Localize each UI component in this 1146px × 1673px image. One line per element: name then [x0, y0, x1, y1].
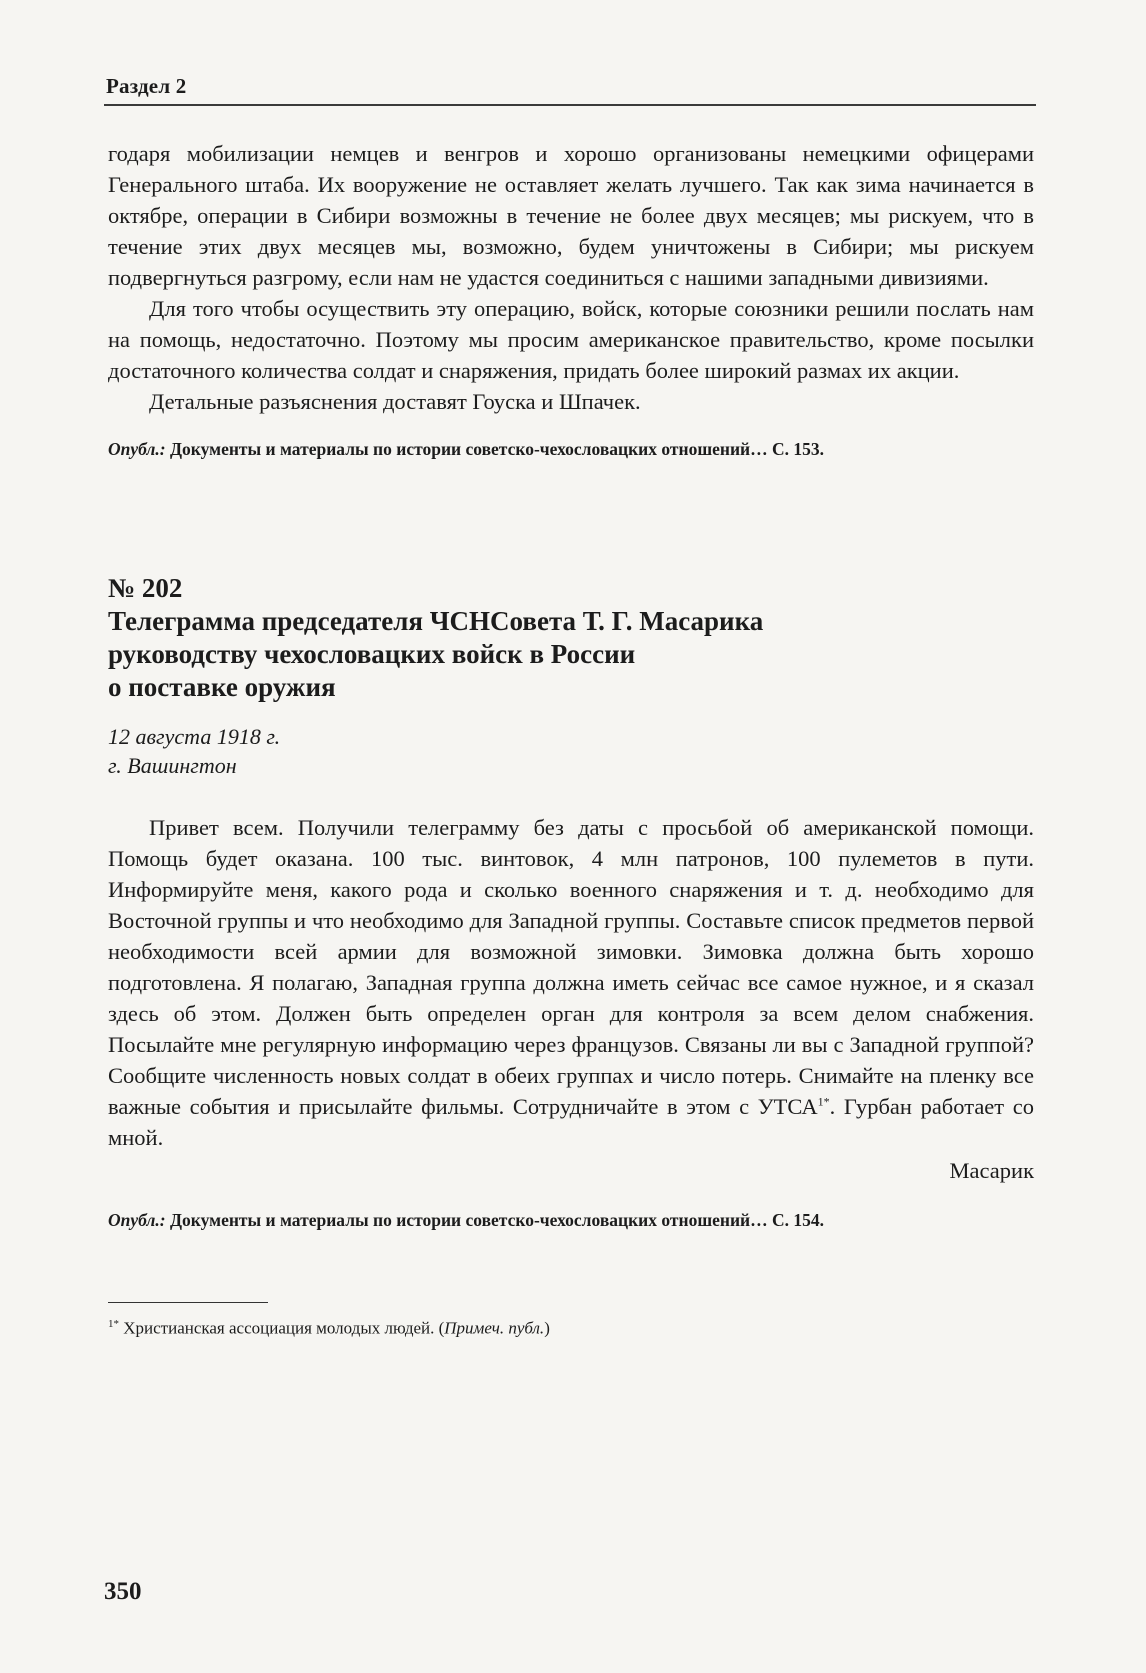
document-heading: [108, 572, 1034, 704]
source-note: [108, 437, 1034, 461]
footnote-ref: 1*: [817, 1094, 830, 1109]
telegram-text: [108, 812, 1034, 1153]
document-body: [108, 812, 1034, 1232]
footnote-close: ): [544, 1318, 550, 1338]
document-title-line: Телеграмма председателя ЧСНСовета Т. Г. Масарика: [108, 606, 764, 636]
footnote: [108, 1312, 1008, 1341]
footnote-text: Христианская ассоциация молодых людей. (: [123, 1318, 445, 1338]
continuation-paragraph: Детальные разъяснения доставят Гоуска и Шпачек.: [149, 389, 641, 414]
source-label: Опубл.:: [108, 439, 166, 459]
continuation-paragraph: годаря мобилизации немцев и венгров и хорошо организованы немецкими офицерами Генерального штаба. Их вооружение не оставляет желать лучшего. Так как зима начинается в октябре, операции в Сибири возможны в течение не более двух месяцев; мы рискуем, что в течение этих двух месяцев мы, возможно, будем уничтожены в Сибири; мы рискуем подвергнуться разгрому, если нам не удастся соединиться с нашими западными дивизиями.: [108, 141, 1034, 290]
document-date: 12 августа 1918 г.: [108, 724, 281, 749]
footnote-rule: [108, 1302, 268, 1303]
document-place: г. Вашингтон: [108, 753, 237, 778]
document-title-line: руководству чехословацких войск в России: [108, 639, 636, 669]
telegram-text-main: Привет всем. Получили телеграмму без даты с просьбой об американской помощи. Помощь будет оказана. 100 тыс. винтовок, 4 млн патронов, 100 пулеметов в пути. Информируйте меня, какого рода и сколько военного снаряжения и т. д. необходимо для Восточной группы и что необходимо для Западной группы. Составьте список предметов первой необходимости всей армии для возможной зимовки. Зимовка должна быть хорошо подготовлена. Я полагаю, Западная группа должна иметь сейчас все самое нужное, и я сказал здесь об этом. Должен быть определен орган для контроля за всем делом снабжения. Посылайте мне регулярную информацию через французов. Связаны ли вы с Западной группой? Сообщите численность новых солдат в обеих группах и число потерь. Снимайте на пленку все важные события и присылайте фильмы. Сотрудничайте в этом с УТСА: [108, 815, 1034, 1119]
continuation-paragraph: Для того чтобы осуществить эту операцию, войск, которые союзники решили послать нам на помощь, недостаточно. Поэтому мы просим американское правительство, кроме посылки достаточного количества солдат и снаряжения, придать более широкий размах их акции.: [108, 296, 1034, 383]
source-text: Документы и материалы по истории советско-чехословацких отношений… С. 154.: [170, 1210, 825, 1230]
page-number: 350: [104, 1578, 142, 1605]
signature: Масарик: [949, 1158, 1034, 1183]
source-text: Документы и материалы по истории советско-чехословацких отношений… С. 153.: [170, 439, 825, 459]
header-rule: [104, 104, 1036, 106]
document-number: № 202: [108, 573, 183, 603]
running-head: Раздел 2: [106, 74, 187, 98]
footnote-marker: 1*: [108, 1318, 119, 1330]
document-title-line: о поставке оружия: [108, 672, 336, 702]
document-meta: [108, 722, 1034, 780]
footnote-italic: Примеч. публ.: [444, 1318, 545, 1338]
source-note: [108, 1208, 1034, 1232]
continuation-block: [108, 138, 1034, 461]
source-label: Опубл.:: [108, 1210, 166, 1230]
telegram-text-end: . Гурбан работает со мной.: [108, 1094, 1034, 1150]
